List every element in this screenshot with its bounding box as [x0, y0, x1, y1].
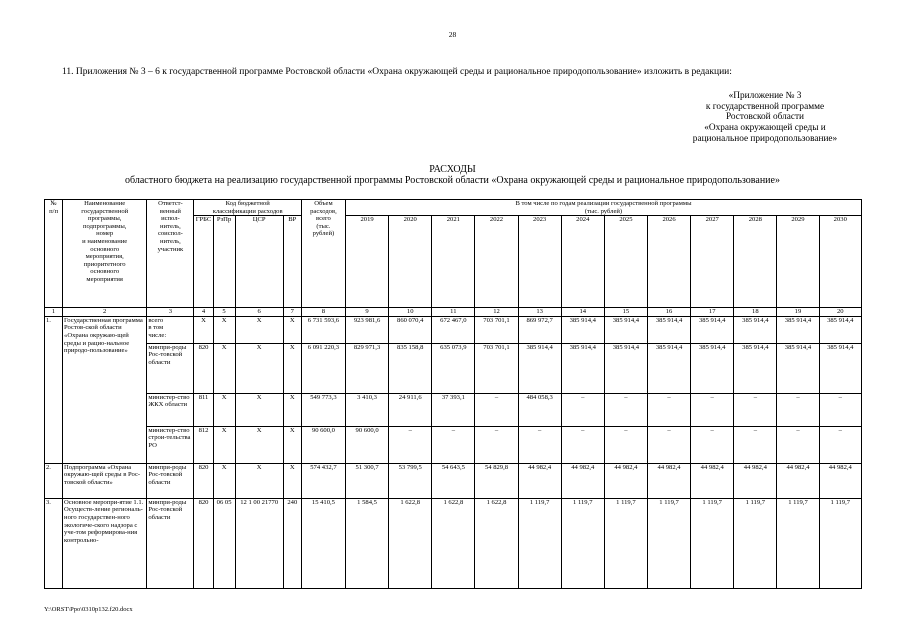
header-year: 2024	[561, 216, 604, 308]
row-year-value: 385 914,4	[777, 316, 819, 343]
table-body	[45, 200, 862, 589]
row-number: 2.	[45, 463, 63, 498]
title-main: РАСХОДЫ	[429, 164, 476, 175]
header-year: 2025	[604, 216, 647, 308]
header-year: 2029	[777, 216, 819, 308]
table-row	[45, 343, 862, 393]
col-number: 14	[561, 308, 604, 317]
row-year-value: 90 600,0	[346, 426, 389, 463]
header-rzpr: РзПр	[213, 216, 235, 308]
row-year-value: 923 981,6	[346, 316, 389, 343]
row-csr: X	[235, 426, 283, 463]
row-year-value: 385 914,4	[647, 316, 690, 343]
col-number: 4	[194, 308, 213, 317]
header-responsible: Ответст- венный испол- нитель, соиспол- нитель, участник	[147, 200, 194, 308]
row-total: 549 773,3	[301, 393, 345, 426]
row-csr: X	[235, 343, 283, 393]
row-year-value: 1 119,7	[777, 498, 819, 588]
row-grbs: 811	[194, 393, 213, 426]
row-total: 6 731 593,6	[301, 316, 345, 343]
row-year-value: 703 701,1	[475, 316, 518, 343]
row-total: 15 410,5	[301, 498, 345, 588]
header-year: 2030	[819, 216, 861, 308]
row-year-value: 385 914,4	[777, 343, 819, 393]
row-year-value: 37 393,1	[432, 393, 475, 426]
row-vr: 240	[283, 498, 301, 588]
row-year-value: 385 914,4	[734, 316, 777, 343]
header-year: 2020	[389, 216, 432, 308]
row-year-value: 385 914,4	[691, 343, 734, 393]
row-year-value: –	[691, 393, 734, 426]
col-number: 8	[301, 308, 345, 317]
row-vr: X	[283, 393, 301, 426]
row-year-value: 385 914,4	[561, 343, 604, 393]
col-number: 1	[45, 308, 63, 317]
row-year-value: –	[819, 393, 861, 426]
row-year-value: 860 070,4	[389, 316, 432, 343]
annex-line: рациональное природопользование»	[692, 133, 838, 144]
col-number: 3	[147, 308, 194, 317]
row-year-value: 385 914,4	[819, 343, 861, 393]
row-year-value: 484 058,3	[518, 393, 561, 426]
col-number: 17	[691, 308, 734, 317]
row-year-value: –	[604, 426, 647, 463]
row-year-value: 385 914,4	[734, 343, 777, 393]
header-name: Наименование государственной программы, подпрограммы, номер и наименование основного мероприятия, приоритетного основного мероприятия	[63, 200, 147, 308]
row-rzpr: X	[213, 463, 235, 498]
header-budget-code: Код бюджетной классификации расходов	[194, 200, 301, 216]
row-csr: X	[235, 463, 283, 498]
row-rzpr: 06 05	[213, 498, 235, 588]
row-year-value: –	[734, 393, 777, 426]
row-rzpr: X	[213, 316, 235, 343]
row-vr: X	[283, 343, 301, 393]
row-year-value: 385 914,4	[561, 316, 604, 343]
row-year-value: –	[777, 426, 819, 463]
row-year-value: 385 914,4	[604, 316, 647, 343]
annex-line: «Охрана окружающей среды и	[704, 123, 826, 134]
col-number: 16	[647, 308, 690, 317]
row-csr: X	[235, 393, 283, 426]
row-year-value: 835 158,8	[389, 343, 432, 393]
header-year: 2026	[647, 216, 690, 308]
header-year: 2021	[432, 216, 475, 308]
row-year-value: 1 584,5	[346, 498, 389, 588]
row-responsible: минпри-роды Рос-товской области	[147, 343, 194, 393]
row-year-value: 44 982,4	[777, 463, 819, 498]
header-grbs: ГРБС	[194, 216, 213, 308]
header-csr: ЦСР	[235, 216, 283, 308]
row-year-value: 1 119,7	[691, 498, 734, 588]
intro-paragraph: 11. Приложения № 3 – 6 к государственной программе Ростовской области «Охрана окружающей среды и рациональное природопользование» изложить в редакции:	[62, 67, 732, 77]
row-number: 3.	[45, 498, 63, 588]
row-total: 6 091 220,3	[301, 343, 345, 393]
row-year-value: –	[475, 393, 518, 426]
row-year-value: –	[647, 426, 690, 463]
col-number: 2	[63, 308, 147, 317]
header-by-year: В том числе по годам реализации государственной программы (тыс. рублей)	[346, 200, 862, 216]
row-year-value: 1 622,8	[432, 498, 475, 588]
row-year-value: 44 982,4	[734, 463, 777, 498]
row-year-value: –	[518, 426, 561, 463]
annex-header	[680, 91, 850, 145]
col-number: 12	[475, 308, 518, 317]
row-year-value: 385 914,4	[518, 343, 561, 393]
table-row	[45, 463, 862, 498]
row-year-value: –	[432, 426, 475, 463]
row-year-value: 385 914,4	[647, 343, 690, 393]
row-year-value: 51 300,7	[346, 463, 389, 498]
row-csr: 12 1 00 21770	[235, 498, 283, 588]
row-year-value: 1 119,7	[647, 498, 690, 588]
row-year-value: –	[691, 426, 734, 463]
col-number: 6	[235, 308, 283, 317]
header-year: 2028	[734, 216, 777, 308]
page-number: 28	[448, 30, 457, 39]
row-year-value: 703 701,1	[475, 343, 518, 393]
row-year-value: 1 622,8	[475, 498, 518, 588]
row-responsible: минпри-роды Рос-товской области	[147, 498, 194, 588]
col-number: 7	[283, 308, 301, 317]
col-number: 10	[389, 308, 432, 317]
row-year-value: –	[777, 393, 819, 426]
header-vr: ВР	[283, 216, 301, 308]
row-year-value: 385 914,4	[604, 343, 647, 393]
row-number: 1.	[45, 316, 63, 463]
row-year-value: 44 982,4	[518, 463, 561, 498]
col-number: 18	[734, 308, 777, 317]
expenditure-table	[44, 199, 862, 589]
row-vr: X	[283, 316, 301, 343]
row-year-value: –	[647, 393, 690, 426]
column-number-row	[45, 308, 862, 317]
row-name: Государственная программа Ростов-ской области «Охрана окружаю-щей среды и рацио-нальное природо-пользование»	[63, 316, 147, 463]
row-year-value: 1 119,7	[561, 498, 604, 588]
row-year-value: 1 119,7	[604, 498, 647, 588]
row-year-value: 54 829,8	[475, 463, 518, 498]
table-row	[45, 393, 862, 426]
document-title	[0, 164, 905, 186]
row-grbs: 820	[194, 463, 213, 498]
row-csr: X	[235, 316, 283, 343]
row-total: 90 600,0	[301, 426, 345, 463]
header-year: 2019	[346, 216, 389, 308]
row-vr: X	[283, 463, 301, 498]
table-row	[45, 426, 862, 463]
header-num: № п/п	[45, 200, 63, 308]
row-year-value: 1 119,7	[518, 498, 561, 588]
col-number: 19	[777, 308, 819, 317]
row-responsible: минпри-роды Рос-товской области	[147, 463, 194, 498]
row-responsible: министер-ство строи-тельства РО	[147, 426, 194, 463]
header-volume: Объем расходов, всего (тыс. рублей)	[301, 200, 345, 308]
row-year-value: 1 119,7	[734, 498, 777, 588]
row-grbs: 820	[194, 343, 213, 393]
row-year-value: 44 982,4	[691, 463, 734, 498]
header-year: 2023	[518, 216, 561, 308]
row-year-value: 44 982,4	[647, 463, 690, 498]
row-year-value: 1 119,7	[819, 498, 861, 588]
row-year-value: –	[819, 426, 861, 463]
row-year-value: –	[389, 426, 432, 463]
row-year-value: 1 622,8	[389, 498, 432, 588]
row-grbs: 820	[194, 498, 213, 588]
row-rzpr: X	[213, 343, 235, 393]
row-year-value: –	[734, 426, 777, 463]
header-year: 2027	[691, 216, 734, 308]
header-year: 2022	[475, 216, 518, 308]
title-sub: областного бюджета на реализацию государственной программы Ростовской области «Охрана окружающей среды и рациональное природопользование»	[125, 175, 780, 186]
row-year-value: 635 073,9	[432, 343, 475, 393]
row-vr: X	[283, 426, 301, 463]
row-year-value: –	[604, 393, 647, 426]
annex-line: к государственной программе	[705, 101, 825, 112]
file-path-footer: Y:\ORST\Ppo\0310p132.f20.docx	[44, 606, 133, 613]
col-number: 13	[518, 308, 561, 317]
row-year-value: –	[475, 426, 518, 463]
row-year-value: 44 982,4	[819, 463, 861, 498]
table-row	[45, 316, 862, 343]
row-year-value: 44 982,4	[604, 463, 647, 498]
row-year-value: 385 914,4	[691, 316, 734, 343]
annex-line: «Приложение № 3	[728, 91, 802, 101]
row-total: 574 432,7	[301, 463, 345, 498]
row-responsible: всего в том числе:	[147, 316, 194, 343]
header-row	[45, 200, 862, 216]
row-responsible: министер-ство ЖКХ области	[147, 393, 194, 426]
row-grbs: X	[194, 316, 213, 343]
col-number: 20	[819, 308, 861, 317]
row-year-value: 672 467,0	[432, 316, 475, 343]
row-year-value: 44 982,4	[561, 463, 604, 498]
annex-line: Ростовской области	[725, 112, 805, 123]
col-number: 11	[432, 308, 475, 317]
col-number: 15	[604, 308, 647, 317]
row-year-value: 54 643,5	[432, 463, 475, 498]
row-name: Основное меропри-ятие 1.1. Осуществ-ление региональ-ного государствен-ного экологиче-ского надзора с уче-том реформирова-ния контрольно-	[63, 498, 147, 588]
table-row	[45, 498, 862, 588]
row-year-value: 3 410,3	[346, 393, 389, 426]
row-grbs: 812	[194, 426, 213, 463]
row-year-value: 24 911,6	[389, 393, 432, 426]
row-name: Подпрограмма «Охрана окружаю-щей среды в Рос-товской области»	[63, 463, 147, 498]
row-year-value: 829 971,3	[346, 343, 389, 393]
row-year-value: 869 972,7	[518, 316, 561, 343]
row-rzpr: X	[213, 426, 235, 463]
row-year-value: –	[561, 426, 604, 463]
row-year-value: 53 799,5	[389, 463, 432, 498]
col-number: 5	[213, 308, 235, 317]
row-year-value: 385 914,4	[819, 316, 861, 343]
row-year-value: –	[561, 393, 604, 426]
row-rzpr: X	[213, 393, 235, 426]
col-number: 9	[346, 308, 389, 317]
